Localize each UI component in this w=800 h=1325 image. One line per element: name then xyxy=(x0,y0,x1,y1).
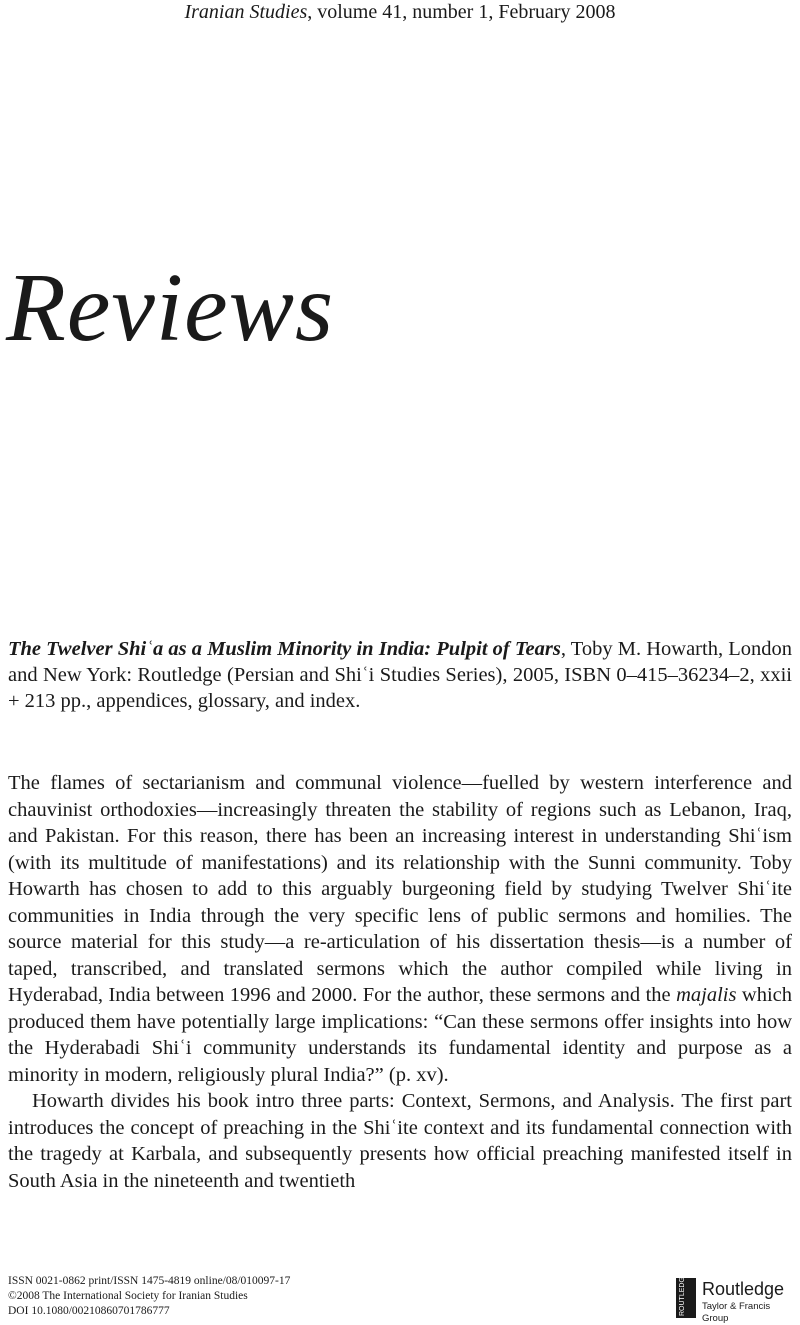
journal-name: Iranian Studies xyxy=(184,1,308,23)
paragraph-2: Howarth divides his book intro three parts: Context, Sermons, and Analysis. The first part introduces the concept of preaching in the Shiʿite context and its fundamental connection with the tragedy at Karbala, and subsequently presents how official preaching manifested itself in South Asia in the nineteenth and twentieth xyxy=(8,1090,792,1192)
paragraph-1 xyxy=(8,770,792,1088)
review-citation xyxy=(8,636,792,714)
footer-info xyxy=(8,1274,528,1319)
paragraph-1-part-b: which produced them have potentially large implications: “Can these sermons offer insights into how the Hyderabadi Shiʿi community understands its fundamental identity and purpose as a minority in modern, religiously plural India?” (p. xv). xyxy=(8,984,792,1086)
book-details: , Toby M. Howarth, London and New York: Routledge (Persian and Shiʿi Studies Series), 2005, ISBN 0–415–36234–2, xxii + 213 pp., appendices, glossary, and index. xyxy=(8,638,792,712)
logo-mark-text: ROUTLEDGE xyxy=(679,1272,686,1316)
publisher-name: Routledge xyxy=(702,1279,785,1299)
publisher-group: Taylor & Francis Group xyxy=(702,1301,771,1324)
paragraph-1-part-a: The flames of sectarianism and communal violence—fuelled by western interference and chauvinist orthodoxies—increasingly threaten the stability of regions such as Lebanon, Iraq, and Pakistan. For this reason, there has been an increasing interest in understanding Shiʿism (with its multitude of manifestations) and its relationship with the Sunni community. Toby Howarth has chosen to add to this arguably burgeoning field by studying Twelver Shiʿite communities in India through the very specific lens of public sermons and homilies. The source material for this study—a re-articulation of his dissertation thesis—is a number of taped, transcribed, and translated sermons which the author compiled while living in Hyderabad, India between 1996 and 2000. For the author, these sermons and the xyxy=(8,772,792,1006)
running-head xyxy=(0,0,800,24)
routledge-mark-icon xyxy=(676,1272,696,1318)
issue-info: , volume 41, number 1, February 2008 xyxy=(307,1,616,23)
doi-line: DOI 10.1080/00210860701786777 xyxy=(8,1305,170,1317)
copyright-line: ©2008 The International Society for Iranian Studies xyxy=(8,1290,248,1302)
book-title: The Twelver Shiʿa as a Muslim Minority in India: Pulpit of Tears xyxy=(8,638,561,660)
review-body xyxy=(8,770,792,1194)
issn-line: ISSN 0021-0862 print/ISSN 1475-4819 online/08/010097-17 xyxy=(8,1275,291,1287)
paragraph-1-emphasis: majalis xyxy=(676,984,737,1006)
publisher-logo xyxy=(676,1272,796,1324)
section-title: Reviews xyxy=(6,254,335,362)
